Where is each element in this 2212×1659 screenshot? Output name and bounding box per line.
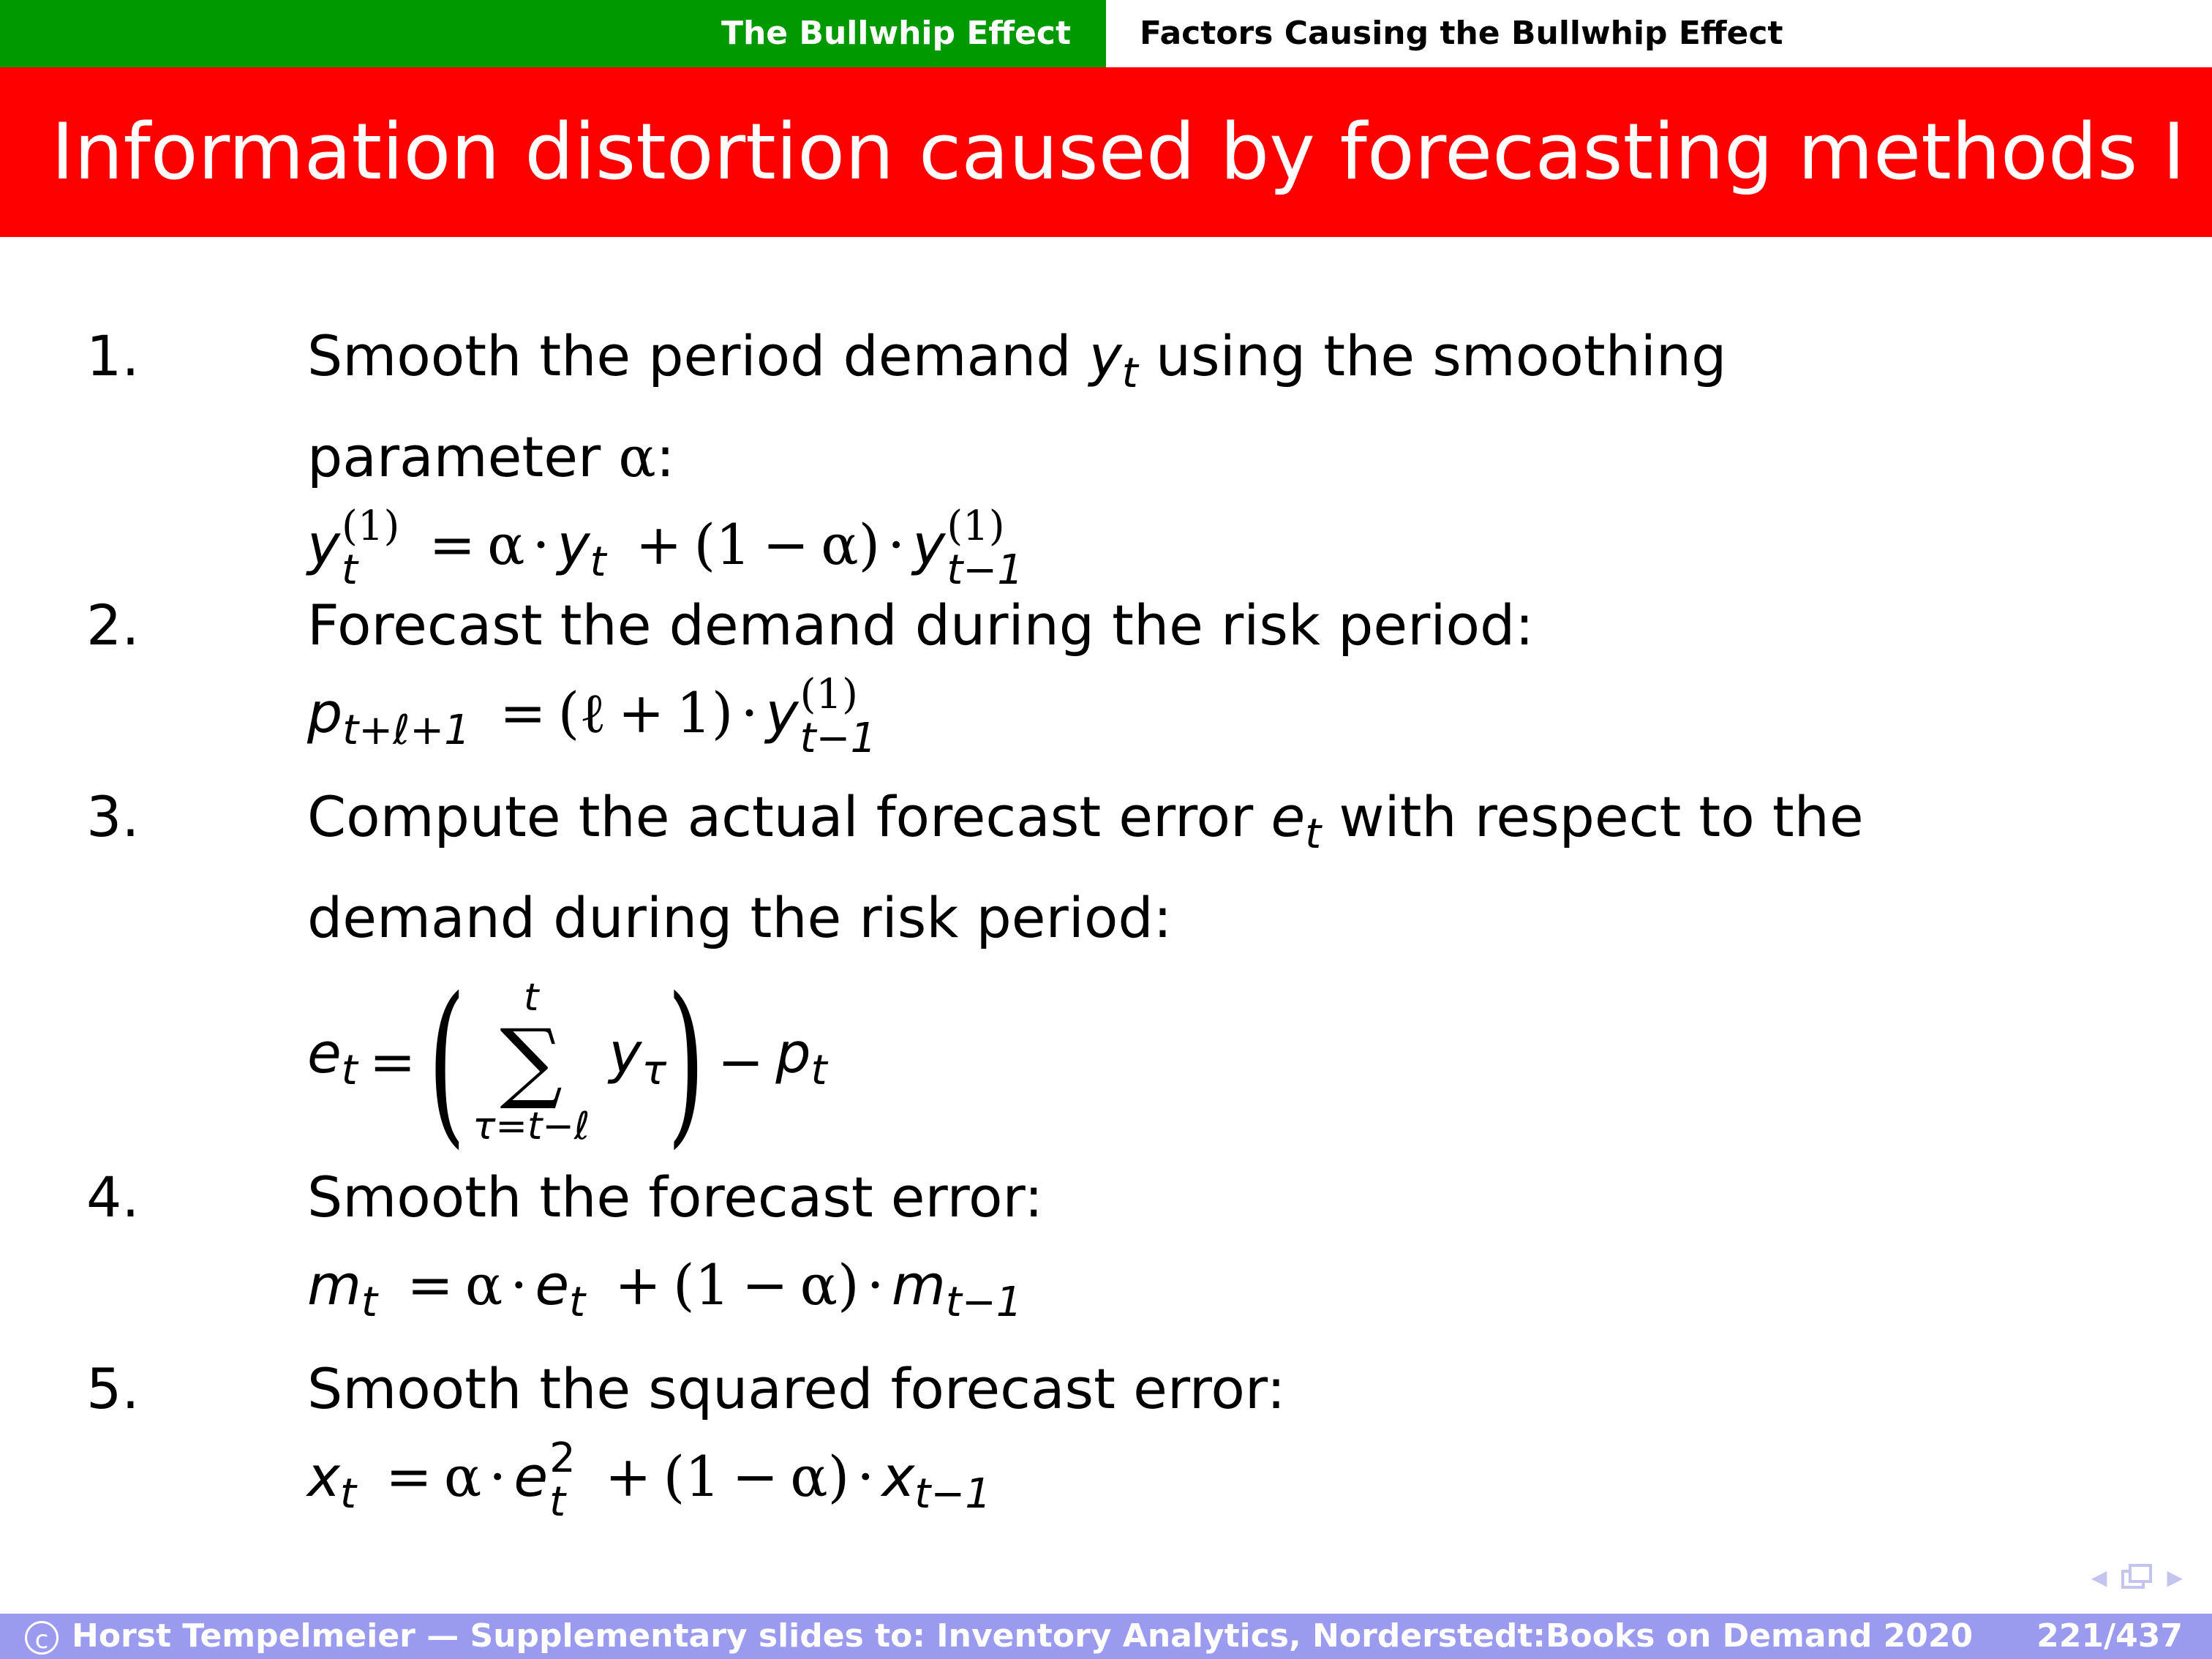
step-text-cont: parameter α:: [307, 424, 675, 490]
step-number: 4.: [86, 1165, 140, 1230]
left-arrow-icon[interactable]: ◀: [2091, 1565, 2107, 1590]
step-body: [307, 775, 2212, 1165]
step-body: [307, 1347, 2212, 1540]
step-text: Smooth the period demand $y_t$ using the smoothing: [307, 323, 1727, 398]
step-number: 2.: [86, 592, 140, 658]
step-number: 1.: [86, 323, 140, 388]
title-bar: [0, 67, 2212, 237]
formula-error: $e_t$ = ( t ∑ τ=t−ℓ $y_\tau$ ) − $p_t$: [307, 960, 827, 1165]
step-text: Smooth the squared forecast error:: [307, 1356, 1286, 1421]
summation: t ∑ τ=t−ℓ: [473, 976, 590, 1149]
step-body: [307, 315, 2212, 609]
section-tab-background: [0, 0, 1106, 67]
page-number: 221/437: [2036, 1617, 2183, 1655]
math-alpha: α: [618, 424, 656, 490]
formula-smoothing: y (1) t = $\alpha \cdot y_t + (1 - \alpha) \cdot y$ (1) t−1: [307, 503, 1023, 595]
slide-title: Information distortion caused by forecasting methods I: [51, 107, 2186, 197]
step-number: 5.: [86, 1356, 140, 1421]
footer-citation: c Horst Tempelmeier — Supplementary slides to: Inventory Analytics, Norderstedt:Books on Demand 2020: [25, 1614, 1973, 1659]
formula-smooth-error: $m_t = \alpha \cdot e_t + (1 - \alpha) \cdot m_{t-1}$: [307, 1252, 1023, 1327]
step-4: [0, 1156, 2212, 1347]
subsection-tab[interactable]: Factors Causing the Bullwhip Effect: [1140, 15, 1783, 52]
step-text-cont: demand during the risk period:: [307, 885, 1173, 951]
step-5: [0, 1347, 2212, 1539]
step-text: Smooth the forecast error:: [307, 1165, 1044, 1230]
beamer-navigation: [2091, 1558, 2183, 1596]
right-arrow-icon[interactable]: ▶: [2167, 1565, 2183, 1590]
step-text: Forecast the demand during the risk period:: [307, 592, 1534, 658]
step-body: [307, 1156, 2212, 1349]
step-number: 3.: [86, 784, 140, 849]
slide-content: [0, 315, 2212, 1539]
formula-smooth-squared-error: $x_t = \alpha \cdot e$ 2 t + $(1 - \alpha) \cdot x_{t-1}$: [307, 1434, 991, 1526]
section-tab[interactable]: The Bullwhip Effect: [721, 15, 1071, 52]
frame-stack-icon[interactable]: [2120, 1562, 2153, 1592]
step-2: [0, 584, 2212, 775]
step-text: Compute the actual forecast error $e_t$ with respect to the: [307, 784, 1864, 859]
step-body: [307, 584, 2212, 777]
copyright-icon: c: [25, 1621, 59, 1655]
formula-forecast: $p_{t+\ell+1}$ = (ℓ + 1) · y (1) t−1: [307, 671, 877, 762]
step-1: [0, 315, 2212, 595]
footer-bar: [0, 1614, 2212, 1659]
math-y-t: $y_t$: [1088, 323, 1138, 398]
math-e-t: $e_t$: [1271, 784, 1322, 859]
step-3: [0, 775, 2212, 1165]
top-navigation-bar: [0, 0, 2212, 67]
